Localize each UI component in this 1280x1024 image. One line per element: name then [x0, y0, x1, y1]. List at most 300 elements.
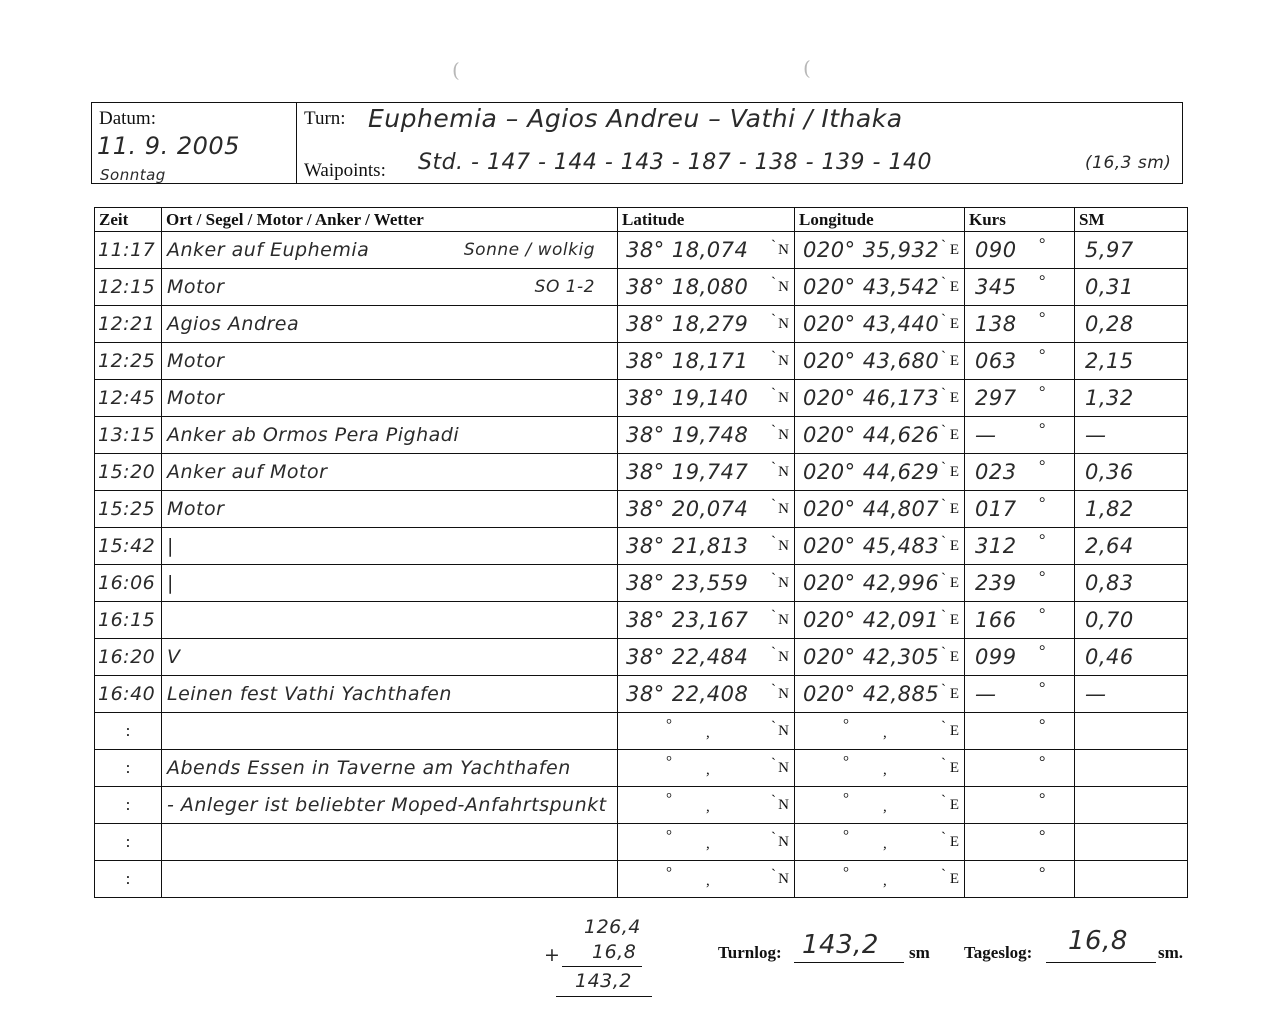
calc-plus: + — [544, 944, 561, 966]
course-value: 166 — [975, 608, 1017, 632]
scan-mark-right: ( — [803, 56, 811, 80]
date-label: Datum: — [99, 108, 156, 129]
course-value: 312 — [975, 534, 1017, 558]
degree-mark: ° — [1039, 717, 1046, 734]
minute-mark: ` — [941, 608, 946, 624]
longitude-cell-value: 020° 43,440 — [803, 312, 940, 336]
latitude-cell-wrap — [618, 639, 794, 675]
degree-mark: ° — [1039, 421, 1046, 438]
minute-mark: ` — [771, 238, 776, 254]
course-value: 297 — [975, 386, 1017, 410]
degree-mark: ° — [666, 717, 672, 733]
longitude-cell-direction: E — [949, 760, 959, 776]
minute-mark: ` — [771, 608, 776, 624]
time-value: 15:20 — [98, 461, 156, 483]
minute-mark: ` — [771, 423, 776, 439]
degree-mark: ° — [666, 754, 672, 770]
course-cell — [965, 787, 1075, 824]
weather-note: SO 1-2 — [534, 277, 595, 297]
time-cell — [95, 602, 162, 639]
course-value: 138 — [975, 312, 1017, 336]
course-cell — [965, 343, 1075, 380]
latitude-cell — [618, 676, 795, 713]
distance-value: 0,83 — [1085, 571, 1134, 595]
longitude-cell-direction: E — [949, 723, 959, 739]
time-value: 16:06 — [98, 572, 156, 594]
calc-result-underline — [556, 996, 652, 997]
distance-cell — [1075, 380, 1188, 417]
latitude-cell-wrap — [618, 676, 794, 712]
time-cell: : — [95, 750, 162, 787]
longitude-cell-value: 020° 42,885 — [803, 682, 940, 706]
longitude-cell — [795, 306, 965, 343]
course-value: 099 — [975, 645, 1017, 669]
degree-mark: ° — [1039, 680, 1046, 697]
latitude-cell-wrap — [618, 491, 794, 527]
place-cell — [162, 676, 618, 713]
place-cell — [162, 269, 618, 306]
latitude-cell-wrap — [618, 565, 794, 601]
latitude-cell — [618, 491, 795, 528]
longitude-cell — [795, 417, 965, 454]
degree-mark: ° — [1039, 532, 1046, 549]
course-cell — [965, 602, 1075, 639]
longitude-cell-direction: E — [949, 464, 959, 480]
place-cell — [162, 565, 618, 602]
time-cell — [95, 528, 162, 565]
degree-mark: ° — [843, 754, 849, 770]
place-value: | — [167, 535, 174, 557]
latitude-cell-wrap — [618, 417, 794, 453]
latitude-cell-value: 38° 19,748 — [626, 423, 749, 447]
place-cell — [162, 380, 618, 417]
distance-cell — [1075, 639, 1188, 676]
longitude-cell — [795, 528, 965, 565]
longitude-cell-wrap — [795, 343, 964, 379]
table-row — [95, 676, 1188, 713]
longitude-cell-wrap — [795, 454, 964, 490]
distance-cell — [1075, 676, 1188, 713]
course-value: — — [975, 423, 997, 447]
latitude-cell-wrap — [618, 380, 794, 416]
longitude-cell-direction: E — [949, 612, 959, 628]
latitude-cell — [618, 861, 795, 898]
course-value: 017 — [975, 497, 1017, 521]
longitude-cell-value: 020° 46,173 — [803, 386, 940, 410]
longitude-cell — [795, 861, 965, 898]
tageslog-value: 16,8 — [1068, 926, 1128, 956]
time-cell: : — [95, 713, 162, 750]
minute-mark: ` — [771, 867, 776, 883]
course-cell — [965, 824, 1075, 861]
comma-mark: , — [706, 762, 710, 778]
distance-value: 0,31 — [1085, 275, 1134, 299]
distance-cell — [1075, 861, 1188, 898]
course-cell — [965, 565, 1075, 602]
column-header: Latitude — [618, 208, 795, 232]
longitude-cell-wrap — [795, 269, 964, 305]
latitude-cell-value: 38° 18,074 — [626, 238, 749, 262]
course-cell — [965, 676, 1075, 713]
course-cell — [965, 417, 1075, 454]
distance-cell — [1075, 232, 1188, 269]
waypoints-total: (16,3 sm) — [1085, 153, 1172, 173]
place-cell — [162, 343, 618, 380]
place-value — [162, 609, 167, 631]
minute-mark: ` — [771, 793, 776, 809]
minute-mark: ` — [771, 312, 776, 328]
course-cell — [965, 306, 1075, 343]
comma-mark: , — [706, 725, 710, 741]
latitude-cell-direction: N — [778, 575, 789, 591]
latitude-cell-value: 38° 19,747 — [626, 460, 749, 484]
time-cell — [95, 491, 162, 528]
latitude-cell-wrap — [618, 787, 794, 823]
longitude-cell-wrap — [795, 417, 964, 453]
minute-mark: ` — [941, 460, 946, 476]
latitude-cell-value: 38° 22,408 — [626, 682, 749, 706]
longitude-cell — [795, 565, 965, 602]
latitude-cell-direction: N — [778, 834, 789, 850]
minute-mark: ` — [941, 349, 946, 365]
distance-cell — [1075, 269, 1188, 306]
time-cell — [95, 269, 162, 306]
comma-mark: , — [883, 762, 887, 778]
place-value: Agios Andrea — [167, 313, 300, 335]
latitude-cell-value: 38° 18,080 — [626, 275, 749, 299]
longitude-cell — [795, 232, 965, 269]
longitude-cell — [795, 454, 965, 491]
longitude-cell-value: 020° 42,091 — [803, 608, 940, 632]
degree-mark: ° — [1039, 791, 1046, 808]
latitude-cell-value: 38° 18,171 — [626, 349, 749, 373]
tageslog-label: Tageslog: — [964, 943, 1033, 962]
time-value: 16:15 — [98, 609, 156, 631]
minute-mark: ` — [941, 534, 946, 550]
minute-mark: ` — [941, 386, 946, 402]
longitude-cell-wrap — [795, 306, 964, 342]
scan-mark-left: ( — [452, 58, 460, 82]
table-row-empty — [95, 750, 1188, 787]
time-value: 12:21 — [98, 313, 156, 335]
longitude-cell-direction: E — [949, 649, 959, 665]
place-cell — [162, 491, 618, 528]
date-value: 11. 9. 2005 — [97, 132, 240, 160]
minute-mark: ` — [941, 719, 946, 735]
longitude-cell-wrap — [795, 602, 964, 638]
longitude-cell-value: 020° 44,629 — [803, 460, 940, 484]
time-value: 12:25 — [98, 350, 156, 372]
longitude-cell — [795, 380, 965, 417]
longitude-cell-value: 020° 43,542 — [803, 275, 940, 299]
turnlog-unit: sm — [909, 943, 930, 962]
comma-mark: , — [706, 799, 710, 815]
time-value: 12:15 — [98, 276, 156, 298]
minute-mark: ` — [771, 571, 776, 587]
latitude-cell-value: 38° 20,074 — [626, 497, 749, 521]
minute-mark: ` — [771, 682, 776, 698]
comma-mark: , — [883, 799, 887, 815]
latitude-cell-wrap — [618, 713, 794, 749]
longitude-cell-value: 020° 42,996 — [803, 571, 940, 595]
table-row — [95, 417, 1188, 454]
comma-mark: , — [706, 836, 710, 852]
column-header: Zeit — [95, 208, 162, 232]
minute-mark: ` — [941, 645, 946, 661]
latitude-cell-direction: N — [778, 316, 789, 332]
course-value: 239 — [975, 571, 1017, 595]
distance-value: — — [1085, 423, 1107, 447]
latitude-cell — [618, 565, 795, 602]
distance-value: 5,97 — [1085, 238, 1134, 262]
remark-text — [162, 868, 167, 890]
table-row — [95, 454, 1188, 491]
longitude-cell-direction: E — [949, 797, 959, 813]
table-row-empty — [95, 713, 1188, 750]
latitude-cell-direction: N — [778, 612, 789, 628]
minute-mark: ` — [941, 571, 946, 587]
longitude-cell-direction: E — [949, 242, 959, 258]
place-cell — [162, 713, 618, 750]
log-body — [95, 232, 1188, 898]
place-value: Anker auf Motor — [167, 461, 328, 483]
latitude-cell — [618, 380, 795, 417]
table-row — [95, 565, 1188, 602]
latitude-cell-value: 38° 18,279 — [626, 312, 749, 336]
degree-mark: ° — [843, 828, 849, 844]
remark-text — [162, 720, 167, 742]
tageslog-underline — [1046, 962, 1156, 963]
place-cell — [162, 824, 618, 861]
degree-mark: ° — [1039, 643, 1046, 660]
place-cell — [162, 639, 618, 676]
latitude-cell-direction: N — [778, 686, 789, 702]
time-value: 12:45 — [98, 387, 156, 409]
time-value: 15:25 — [98, 498, 156, 520]
waypoints-value: Std. - 147 - 144 - 143 - 187 - 138 - 139 - 140 — [418, 150, 932, 175]
minute-mark: ` — [771, 645, 776, 661]
table-row — [95, 602, 1188, 639]
distance-cell — [1075, 343, 1188, 380]
distance-cell — [1075, 491, 1188, 528]
distance-cell — [1075, 454, 1188, 491]
degree-mark: ° — [1039, 310, 1046, 327]
degree-mark: ° — [1039, 495, 1046, 512]
table-header-row — [95, 208, 1188, 232]
degree-mark: ° — [843, 717, 849, 733]
distance-value: 0,46 — [1085, 645, 1134, 669]
longitude-cell-value: 020° 44,807 — [803, 497, 940, 521]
remark-text — [162, 831, 167, 853]
longitude-cell-direction: E — [949, 501, 959, 517]
latitude-cell-direction: N — [778, 390, 789, 406]
latitude-cell-direction: N — [778, 353, 789, 369]
minute-mark: ` — [941, 275, 946, 291]
latitude-cell-wrap — [618, 269, 794, 305]
course-cell — [965, 232, 1075, 269]
minute-mark: ` — [941, 793, 946, 809]
time-cell — [95, 380, 162, 417]
distance-value: 0,70 — [1085, 608, 1134, 632]
longitude-cell-wrap — [795, 528, 964, 564]
time-value: 16:40 — [98, 683, 156, 705]
latitude-cell-value: 38° 21,813 — [626, 534, 749, 558]
longitude-cell-wrap — [795, 750, 964, 786]
column-header: Kurs — [965, 208, 1075, 232]
course-cell — [965, 380, 1075, 417]
distance-value: — — [1085, 682, 1107, 706]
degree-mark: ° — [843, 865, 849, 881]
minute-mark: ` — [771, 534, 776, 550]
course-cell — [965, 528, 1075, 565]
comma-mark: , — [706, 873, 710, 889]
place-cell — [162, 417, 618, 454]
table-row — [95, 269, 1188, 306]
degree-mark: ° — [666, 828, 672, 844]
longitude-cell — [795, 824, 965, 861]
time-cell — [95, 232, 162, 269]
latitude-cell-wrap — [618, 454, 794, 490]
place-value: | — [167, 572, 174, 594]
longitude-cell-direction: E — [949, 279, 959, 295]
latitude-cell-wrap — [618, 861, 794, 897]
longitude-cell-direction: E — [949, 353, 959, 369]
degree-mark: ° — [1039, 606, 1046, 623]
table-row — [95, 306, 1188, 343]
distance-cell — [1075, 528, 1188, 565]
distance-cell — [1075, 602, 1188, 639]
turnlog-underline — [794, 962, 904, 963]
column-header: SM — [1075, 208, 1188, 232]
latitude-cell-direction: N — [778, 649, 789, 665]
latitude-cell-wrap — [618, 343, 794, 379]
distance-cell — [1075, 787, 1188, 824]
day-value: Sonntag — [100, 166, 166, 184]
latitude-cell-direction: N — [778, 538, 789, 554]
comma-mark: , — [883, 725, 887, 741]
latitude-cell — [618, 639, 795, 676]
course-cell — [965, 491, 1075, 528]
place-value: V — [167, 646, 181, 668]
degree-mark: ° — [1039, 865, 1046, 882]
longitude-cell-wrap — [795, 713, 964, 749]
degree-mark: ° — [666, 865, 672, 881]
turnlog-label: Turnlog: — [718, 943, 782, 962]
longitude-cell-wrap — [795, 861, 964, 897]
time-value: 11:17 — [98, 239, 156, 261]
latitude-cell — [618, 528, 795, 565]
place-cell — [162, 306, 618, 343]
course-value: 023 — [975, 460, 1017, 484]
minute-mark: ` — [771, 349, 776, 365]
table-row — [95, 232, 1188, 269]
waypoints-label: Waipoints: — [304, 160, 386, 181]
degree-mark: ° — [1039, 828, 1046, 845]
minute-mark: ` — [941, 423, 946, 439]
place-cell — [162, 454, 618, 491]
longitude-cell-value: 020° 35,932 — [803, 238, 940, 262]
remark-text: Abends Essen in Taverne am Yachthafen — [167, 757, 571, 779]
table-row — [95, 639, 1188, 676]
minute-mark: ` — [771, 275, 776, 291]
latitude-cell-value: 38° 19,140 — [626, 386, 749, 410]
latitude-cell-direction: N — [778, 464, 789, 480]
calc-result: 143,2 — [575, 970, 632, 992]
longitude-cell-direction: E — [949, 538, 959, 554]
distance-value: 0,36 — [1085, 460, 1134, 484]
longitude-cell — [795, 269, 965, 306]
table-row — [95, 380, 1188, 417]
longitude-cell-wrap — [795, 380, 964, 416]
latitude-cell-direction: N — [778, 279, 789, 295]
degree-mark: ° — [1039, 754, 1046, 771]
minute-mark: ` — [941, 756, 946, 772]
latitude-cell — [618, 343, 795, 380]
distance-cell — [1075, 306, 1188, 343]
longitude-cell-wrap — [795, 639, 964, 675]
longitude-cell-direction: E — [949, 834, 959, 850]
time-cell — [95, 454, 162, 491]
latitude-cell — [618, 269, 795, 306]
latitude-cell-direction: N — [778, 797, 789, 813]
latitude-cell-value: 38° 23,167 — [626, 608, 749, 632]
column-header: Longitude — [795, 208, 965, 232]
place-cell — [162, 787, 618, 824]
course-value: — — [975, 682, 997, 706]
latitude-cell-direction: N — [778, 242, 789, 258]
place-cell — [162, 232, 618, 269]
longitude-cell — [795, 602, 965, 639]
place-value: Motor — [167, 387, 225, 409]
header-divider — [296, 102, 297, 184]
table-row — [95, 491, 1188, 528]
distance-cell — [1075, 417, 1188, 454]
longitude-cell-direction: E — [949, 427, 959, 443]
time-value: 15:42 — [98, 535, 156, 557]
latitude-cell — [618, 417, 795, 454]
place-value: Motor — [167, 350, 225, 372]
time-cell — [95, 565, 162, 602]
course-cell — [965, 750, 1075, 787]
place-value: Leinen fest Vathi Yachthafen — [167, 683, 452, 705]
latitude-cell-direction: N — [778, 501, 789, 517]
longitude-cell — [795, 343, 965, 380]
minute-mark: ` — [771, 460, 776, 476]
longitude-cell — [795, 713, 965, 750]
latitude-cell-value: 38° 23,559 — [626, 571, 749, 595]
log-table — [94, 207, 1188, 898]
distance-value: 2,15 — [1085, 349, 1134, 373]
longitude-cell — [795, 639, 965, 676]
distance-cell — [1075, 750, 1188, 787]
time-cell: : — [95, 787, 162, 824]
turn-value: Euphemia – Agios Andreu – Vathi / Ithaka — [368, 104, 903, 133]
longitude-cell — [795, 491, 965, 528]
degree-mark: ° — [1039, 273, 1046, 290]
longitude-cell — [795, 750, 965, 787]
minute-mark: ` — [941, 867, 946, 883]
longitude-cell-wrap — [795, 824, 964, 860]
time-cell: : — [95, 861, 162, 898]
course-cell — [965, 454, 1075, 491]
degree-mark: ° — [666, 791, 672, 807]
course-cell — [965, 861, 1075, 898]
time-cell — [95, 676, 162, 713]
column-header: Ort / Segel / Motor / Anker / Wetter — [162, 208, 618, 232]
longitude-cell-wrap — [795, 565, 964, 601]
time-cell — [95, 343, 162, 380]
latitude-cell — [618, 232, 795, 269]
